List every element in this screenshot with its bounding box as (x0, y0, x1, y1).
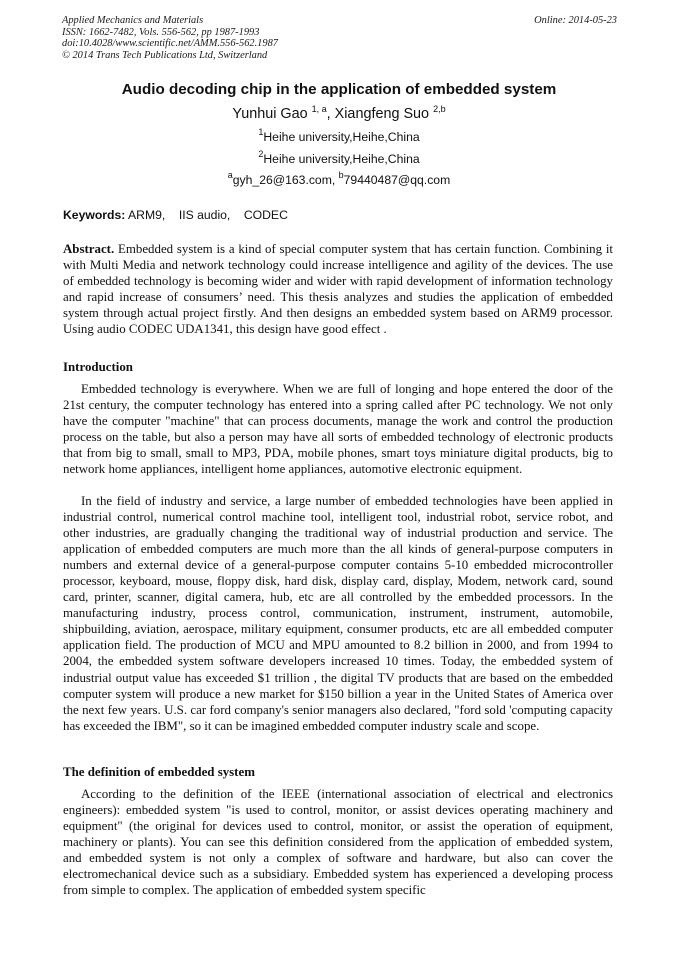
affiliation-1 (0, 127, 678, 145)
email-a: gyh_26@163.com, (232, 173, 339, 187)
affiliation-2-text: Heihe university,Heihe,China (263, 152, 420, 166)
keywords-values: ARM9, IIS audio, CODEC (125, 208, 288, 222)
author-2: Xiangfeng Suo (334, 106, 430, 122)
author-separator: , (326, 106, 335, 122)
doi-line: doi:10.4028/www.scientific.net/AMM.556-562.1987 (62, 38, 278, 50)
copyright-line: © 2014 Trans Tech Publications Ltd, Switzerland (62, 49, 268, 61)
paper-title: Audio decoding chip in the application of embedded system (121, 81, 557, 98)
affiliation-2 (0, 149, 678, 167)
abstract-text: Embedded system is a kind of special computer system that has certain function. Combining it with Multi Media and network technology could increase intelligence and agility of the devices. The use of embedded technology is becoming wider and wider with rapid development of information technology and rapid increase of consumers’ need. This thesis analyzes and studies the application of embedded system through actual project firstly. And then designs an embedded system based on ARM9 processor. Using audio CODEC UDA1341, this design have good effect . (63, 242, 613, 337)
section-heading-definition: The definition of embedded system (63, 765, 255, 779)
author-2-affiliation-mark: 2,b (433, 104, 446, 114)
email-a-mark: a (227, 170, 233, 180)
email-b: 79440487@qq.com (343, 173, 451, 187)
author-1: Yunhui Gao (232, 106, 308, 122)
online-date: Online: 2014-05-23 (534, 15, 617, 26)
journal-name: Applied Mechanics and Materials (62, 15, 204, 26)
abstract-label: Abstract. (63, 242, 115, 256)
author-1-affiliation-mark: 1, a (311, 104, 327, 114)
intro-paragraph-2: In the field of industry and service, a large number of embedded technologies have been applied in industrial control, numerical control machine tool, intelligent tool, industrial robot, service robot, and other industries, are gradually changing the traditional way of industrial production and service. The application of embedded computers are much more than the all kinds of general-purpose computers in numbers and external device of a general-purpose computer contains 5-10 embedded microcontroller processor, keyboard, mouse, floppy disk, hard disk, display card, display, Modem, network card, sound card, printer, scanner, digital camera, hub, etc are all controlled by the embedded processors. In the manufacturing industry, process control, communication, instrument, instrument, automobile, shipbuilding, aviation, aerospace, military equipment, consumer products, etc are all embedded computer application field. The production of MCU and MPU amounted to 8.2 billion in 2000, and from 1994 to 2004, the embedded system software developers increased 10 times. Today, the embedded system of industrial output value has exceeded $1 trillion , the digital TV products that are based on the embedded computer system will produce a new market for $150 billion a year in the United States of America over the next few years. U.S. car ford company's senior managers also declared, "ford sold 'computing capacity has exceeded the IBM", so it can be imagined embedded computer industry scale and scope. (63, 494, 613, 733)
intro-paragraph-1: Embedded technology is everywhere. When we are full of longing and hope entered the door of the 21st century, the computer technology has entered into a spring called after PC technology. We not only have the computer "machine" that can process documents, manage the work and control the production process on the table, but also a person may have all sorts of embedded technology of electronic products that from big to small, small to MP3, PDA, mobile phones, smart toys miniature digital products, big to network home appliances, intelligent home appliances, automotive electronic equipment. (63, 382, 613, 477)
author-line (0, 105, 678, 123)
affiliation-1-text: Heihe university,Heihe,China (263, 130, 420, 144)
email-line (0, 170, 678, 188)
affiliation-1-mark: 1 (258, 127, 264, 137)
issn-line: ISSN: 1662-7482, Vols. 556-562, pp 1987-1993 (62, 26, 260, 38)
journal-header (62, 15, 617, 61)
keywords-line (63, 208, 288, 223)
email-b-mark: b (338, 170, 344, 180)
section-heading-introduction: Introduction (63, 360, 133, 374)
abstract (63, 241, 613, 337)
affiliation-2-mark: 2 (258, 149, 264, 159)
definition-paragraph-1: According to the definition of the IEEE (international association of electrical and electronics engineers): embedded system "is used to control, monitor, or assist devices operating machinery and equipment" (the original for devices used to control, monitor, or assist the operation of equipment, machinery or plants). You can see this definition considered from the application of embedded system, and embedded system is not only a complex of software and hardware, but also can cover the electromechanical device such as a subsidiary. Embedded system has experienced a developing process from simple to complex. The application of embedded system specific (63, 787, 613, 898)
keywords-label: Keywords: (63, 208, 126, 222)
